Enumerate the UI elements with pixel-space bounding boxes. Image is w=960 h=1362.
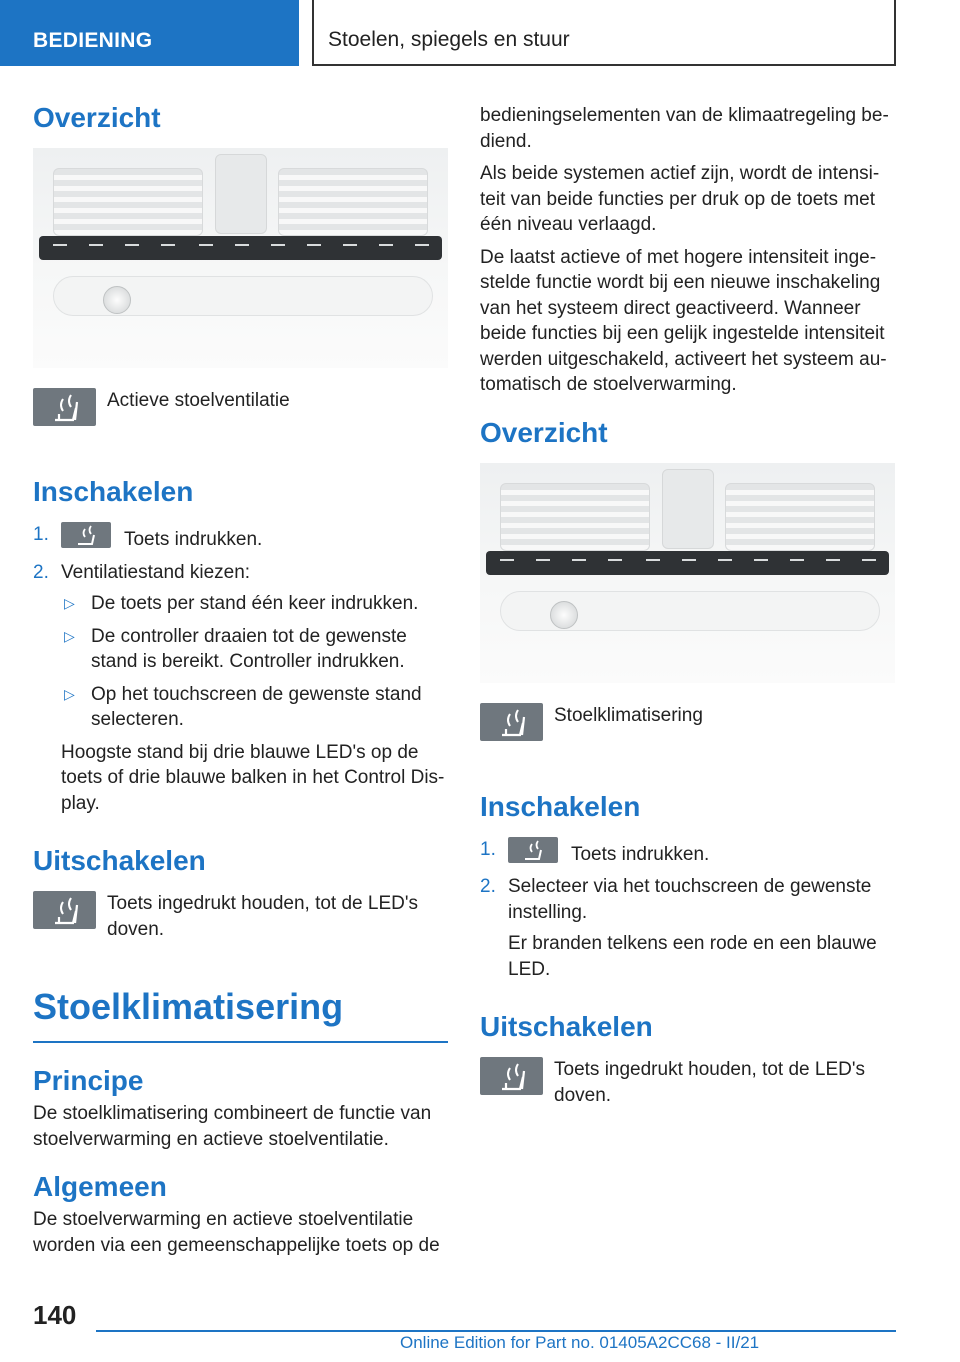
- substep-item: ▷ Op het touchscreen de gewenste stand selecteren.: [64, 683, 422, 730]
- step-note: Er branden telkens een rode en een blauwe LED.: [508, 933, 877, 980]
- step-text: Selecteer via het touchscreen de gewenste instelling.: [508, 876, 872, 923]
- volume-knob: [550, 601, 578, 629]
- chapter-heading: Stoelklimatisering: [33, 985, 448, 1043]
- step-2: [33, 560, 448, 817]
- step-note: Hoogste stand bij drie blauwe LED's op de toets of drie blauwe balken in het Control Dis-play.: [61, 741, 445, 814]
- seat-climate-icon: [508, 837, 558, 863]
- switch-off-row: [33, 891, 448, 955]
- step-number: 1.: [480, 838, 496, 860]
- seat-ventilation-icon: [61, 522, 111, 548]
- seat-ventilation-icon: [33, 891, 96, 929]
- overview-heading: Overzicht: [480, 416, 608, 448]
- center-display-mount: [662, 469, 714, 549]
- step-1: [33, 522, 448, 553]
- continued-text-2: Als beide systemen actief zijn, wordt de intensi-teit van beide functies per druk op de toets met één niveau verlaagd.: [480, 163, 880, 235]
- switch-off-text: Toets ingedrukt houden, tot de LED's doven.: [107, 893, 418, 940]
- general-text: De stoelverwarming en actieve stoelventilatie worden via een gemeenschappelijke toets op de: [33, 1209, 440, 1256]
- step-number: 1.: [33, 524, 49, 545]
- center-display-mount: [215, 154, 267, 234]
- switch-on-heading: Inschakelen: [480, 790, 641, 822]
- switch-on-steps: [33, 522, 448, 816]
- switch-off-row: [480, 1057, 895, 1121]
- climate-caption: Stoelklimatisering: [554, 704, 703, 726]
- section-label: BEDIENING: [0, 0, 299, 66]
- substep-list: [61, 591, 448, 733]
- air-vent-right: [278, 168, 428, 236]
- switch-on-heading: Inschakelen: [33, 476, 194, 507]
- step-1: [480, 837, 895, 868]
- seat-climate-icon: [480, 1057, 543, 1095]
- ventilation-caption: Actieve stoelventilatie: [107, 390, 290, 411]
- bullet-triangle-icon: ▷: [64, 627, 75, 644]
- air-vent-left: [53, 168, 203, 236]
- continued-text-3: De laatst actieve of met hogere intensiteit inge-stelde functie wordt bij een nieuwe inschakeling van het systeem direct geactiveerd. Wanneer beide functies bij een gelijk ingestelde intensiteit werden uitgeschakeld, activeert het systeem au-tomatisch de stoelverwarming.: [480, 246, 887, 395]
- switch-off-heading: Uitschakelen: [33, 845, 206, 876]
- dashboard-photo: [33, 148, 448, 368]
- switch-on-steps: [480, 837, 895, 983]
- climate-icon-row: [480, 703, 895, 767]
- step-number: 2.: [480, 876, 496, 897]
- header-title: Stoelen, spiegels en stuur: [328, 28, 570, 51]
- step-text: Ventilatiestand kiezen:: [61, 561, 251, 583]
- right-column: [480, 103, 895, 1143]
- overview-heading: Overzicht: [33, 102, 161, 133]
- continued-text-1: bedieningselementen van de klimaatregeling be-diend.: [480, 105, 889, 152]
- substep-item: ▷ De controller draaien tot de gewenste stand is bereikt. Controller indrukken.: [64, 625, 407, 672]
- footer-rule: [96, 1330, 896, 1332]
- general-heading: Algemeen: [33, 1171, 167, 1202]
- switch-off-heading: Uitschakelen: [480, 1011, 653, 1042]
- edition-link[interactable]: Online Edition for Part no. 01405A2CC68 - II/21: [400, 1333, 760, 1352]
- air-vent-right: [725, 483, 875, 551]
- bullet-triangle-icon: ▷: [64, 685, 75, 702]
- substep-item: ▷ De toets per stand één keer indrukken.: [61, 591, 448, 617]
- page-header: [0, 0, 960, 66]
- volume-knob: [103, 286, 131, 314]
- header-title-box: [312, 0, 896, 66]
- bullet-triangle-icon: ▷: [64, 595, 75, 611]
- climate-control-bar: [486, 551, 889, 575]
- left-column: [33, 100, 448, 1265]
- step-number: 2.: [33, 561, 49, 583]
- step-text: Toets indrukken.: [570, 843, 710, 865]
- seat-ventilation-icon: [33, 388, 96, 426]
- principle-heading: Principe: [33, 1065, 144, 1096]
- ventilation-icon-row: [33, 388, 448, 452]
- switch-off-text: Toets ingedrukt houden, tot de LED's doven.: [554, 1059, 865, 1106]
- seat-climate-icon: [480, 703, 543, 741]
- air-vent-left: [500, 483, 650, 551]
- page-number: 140: [33, 1300, 77, 1330]
- climate-control-bar: [39, 236, 442, 260]
- dashboard-photo: [480, 463, 895, 683]
- principle-text: De stoelklimatisering combineert de functie van stoelverwarming en actieve stoelventilatie.: [33, 1103, 432, 1150]
- step-2: [480, 874, 895, 982]
- step-text: Toets indrukken.: [123, 529, 263, 550]
